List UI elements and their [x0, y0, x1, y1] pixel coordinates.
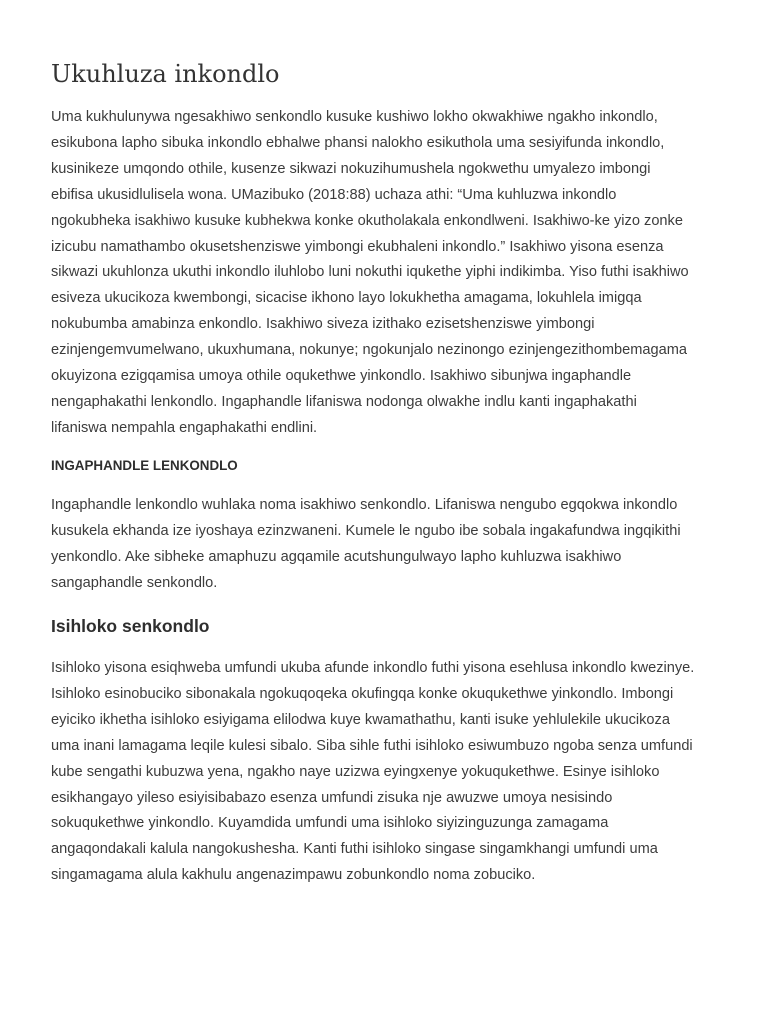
- paragraph-line: yenkondlo. Ake sibheke amaphuzu agqamile acutshungulwayo lapho kuhluzwa isakhiwo: [51, 548, 622, 565]
- paragraph-line: Isihloko esinobuciko sibonakala ngokuqoqeka okufingqa konke okuqukethwe yinkondlo. Imbongi: [51, 685, 674, 702]
- paragraph-line: uma inani lamagama leqile kulesi sibalo. Siba sihle futhi isihloko esiwumbuzo ngoba senza umfundi: [51, 737, 693, 754]
- title-paragraph: [51, 656, 694, 889]
- paragraph-line: kube sengathi kubuzwa yena, ngakho naye uzizwa eyingxenye yokuqukethwe. Esinye isihloko: [51, 763, 660, 780]
- paragraph-line: eyiciko ikhetha isihloko esiyigama elilodwa kuye kwamathathu, kanti isuke yehlulekile ukucikoza: [51, 711, 670, 728]
- page-title: Ukuhluza inkondlo: [51, 60, 280, 88]
- paragraph-line: lifaniswa nempahla engaphakathi endlini.: [51, 419, 318, 436]
- section-heading: Isihloko senkondlo: [51, 616, 210, 636]
- paragraph-line: nokubumba amabinza enkondlo. Isakhiwo siveza izithako ezisetshenziswe yimbongi: [51, 316, 595, 333]
- paragraph-line: kusukela ekhanda ize iyoshaya ezinzwaneni. Kumele le ngubo ibe sobala ingakafundwa ingqikithi: [51, 522, 681, 539]
- paragraph-line: okuyizona ezigqamisa umoya othile oqukethwe yinkondlo. Isakhiwo sibunjwa ingaphandle: [51, 368, 632, 385]
- exterior-paragraph: [51, 493, 681, 597]
- paragraph-line: Isihloko yisona esiqhweba umfundi ukuba afunde inkondlo futhi yisona esehlusa inkondlo kwezinye.: [51, 660, 695, 676]
- paragraph-line: Ingaphandle lenkondlo wuhlaka noma isakhiwo senkondlo. Lifaniswa nengubo egqokwa inkondlo: [51, 497, 678, 513]
- paragraph-line: sokuqukethwe yinkondlo. Kuyamdida umfundi uma isihloko siyizinguzunga zamagama: [51, 815, 609, 832]
- paragraph-line: kusinikeze umqondo othile, kusenze sikwazi nokuzihumushela ngokwethu umyalezo imbongi: [51, 160, 651, 177]
- paragraph-line: sangaphandle senkondlo.: [51, 574, 218, 591]
- paragraph-line: sikwazi ukuhlonza ukuthi inkondlo iluhlobo luni nokuthi iqukethe yiphi indikimba. Yiso futhi isakhiwo: [51, 264, 689, 281]
- paragraph-line: singamagama alula kakhulu angenazimpawu zobunkondlo noma zobuciko.: [51, 867, 536, 884]
- label-heading: INGAPHANDLE LENKONDLO: [51, 458, 238, 473]
- paragraph-line: ebifisa ukusidlulisela wona. UMazibuko (2018:88) uchaza athi: “Uma kuhluzwa inkondlo: [51, 186, 617, 203]
- paragraph-line: esikhangayo yileso esiyisibabazo esenza umfundi zisuka nje awuzwe umoya nesisindo: [51, 789, 613, 806]
- paragraph-line: Uma kukhulunywa ngesakhiwo senkondlo kusuke kushiwo lokho okwakhiwe ngakho inkondlo,: [51, 109, 658, 125]
- paragraph-line: nengaphakathi lenkondlo. Ingaphandle lifaniswa nodonga olwakhe indlu kanti ingaphakathi: [51, 393, 637, 410]
- paragraph-line: angaqondakali kalula nangokushesha. Kanti futhi isihloko singase singamkhangi umfundi uma: [51, 841, 658, 858]
- paragraph-line: izicubu namathambo okusetshenziswe yimbongi ekubhaleni inkondlo.” Isakhiwo yisona esenza: [51, 238, 664, 255]
- paragraph-line: ngokubheka isakhiwo kusuke kubhekwa konke okutholakala enkondlweni. Isakhiwo-ke yizo zonke: [51, 212, 683, 229]
- paragraph-line: ezinjengemvumelwano, ukuxhumana, nokunye; ngokunjalo nezinongo ezinjengezithombemagama: [51, 342, 688, 359]
- intro-paragraph: [51, 105, 689, 442]
- paragraph-line: esikubona lapho sibuka inkondlo ebhalwe phansi nalokho esikuthola uma sesiyifunda inkondlo,: [51, 134, 665, 151]
- paragraph-line: esiveza ukucikoza kwembongi, sicacise ikhono layo lokukhetha amagama, lokuhlela imigqa: [51, 290, 642, 307]
